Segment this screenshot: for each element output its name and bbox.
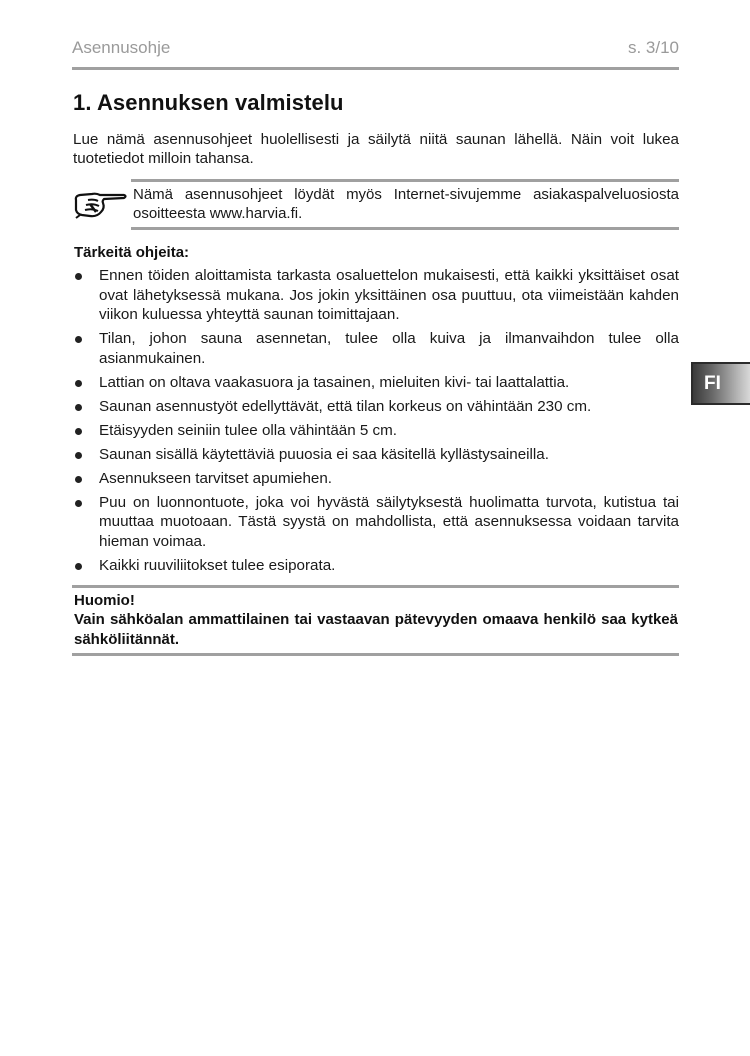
list-item: Puu on luonnontuote, joka voi hyvästä säilytyksestä huolimatta turvota, kutistua tai muuttaa muotoaan. Tästä syystä on mahdollista, että asennuksessa voidaan tarvita hieman voimaa. (72, 493, 679, 552)
list-item: Saunan asennustyöt edellyttävät, että tilan korkeus on vähintään 230 cm. (72, 397, 679, 417)
note-text: Nämä asennusohjeet löydät myös Internet-sivujemme asiakaspalveluosiosta osoitteesta www.harvia.fi. (133, 186, 679, 222)
bullet-icon (75, 404, 82, 411)
section-title: 1. Asennuksen valmistelu (73, 90, 344, 115)
important-list (72, 266, 679, 580)
note-divider-bottom (131, 227, 679, 230)
bullet-icon (75, 380, 82, 387)
list-item: Etäisyyden seiniin tulee olla vähintään 5 cm. (72, 421, 679, 441)
bullet-icon (75, 336, 82, 343)
list-item: Asennukseen tarvitset apumiehen. (72, 469, 679, 489)
note-divider-top (131, 179, 679, 182)
list-item: Tilan, johon sauna asennetan, tulee olla kuiva ja ilmanvaihdon tulee olla asianmukainen. (72, 329, 679, 368)
bullet-icon (75, 476, 82, 483)
page-indicator: s. 3/10 (627, 38, 679, 57)
warning-box (72, 585, 679, 657)
language-tab (691, 362, 750, 405)
important-heading: Tärkeitä ohjeita: (74, 244, 190, 261)
document-title: Asennusohje (72, 38, 171, 57)
note-box (72, 179, 679, 231)
bullet-icon (75, 452, 82, 459)
list-item: Saunan sisällä käytettäviä puuosia ei saa käsitellä kyllästysaineilla. (72, 445, 679, 465)
header-divider (72, 67, 679, 70)
warning-divider-bottom (72, 653, 679, 656)
bullet-icon (75, 500, 82, 507)
page-header (72, 38, 679, 66)
list-item: Kaikki ruuviliitokset tulee esiporata. (72, 556, 679, 576)
list-item: Lattian on oltava vaakasuora ja tasainen, mieluiten kivi- tai laattalattia. (72, 373, 679, 393)
bullet-icon (75, 428, 82, 435)
warning-divider-top (72, 585, 679, 588)
pointing-hand-icon (72, 188, 128, 220)
intro-paragraph: Lue nämä asennusohjeet huolellisesti ja säilytä niitä saunan lähellä. Näin voit lukea tuotetiedot milloin tahansa. (73, 131, 679, 167)
bullet-icon (75, 563, 82, 570)
warning-text: Vain sähköalan ammattilainen tai vastaavan pätevyyden omaava henkilö saa kytkeä sähköliitännät. (74, 611, 678, 648)
list-item: Ennen töiden aloittamista tarkasta osaluettelon mukaisesti, että kaikki yksittäiset osat ovat lähetyksessä mukana. Jos jokin yksittäinen osa puuttuu, ota viimeistään kahden viikon kuluessa yhteyttä saunan toimittajaan. (72, 266, 679, 325)
bullet-icon (75, 273, 82, 280)
warning-title: Huomio! (74, 592, 135, 609)
language-tab-label: FI (704, 373, 721, 394)
